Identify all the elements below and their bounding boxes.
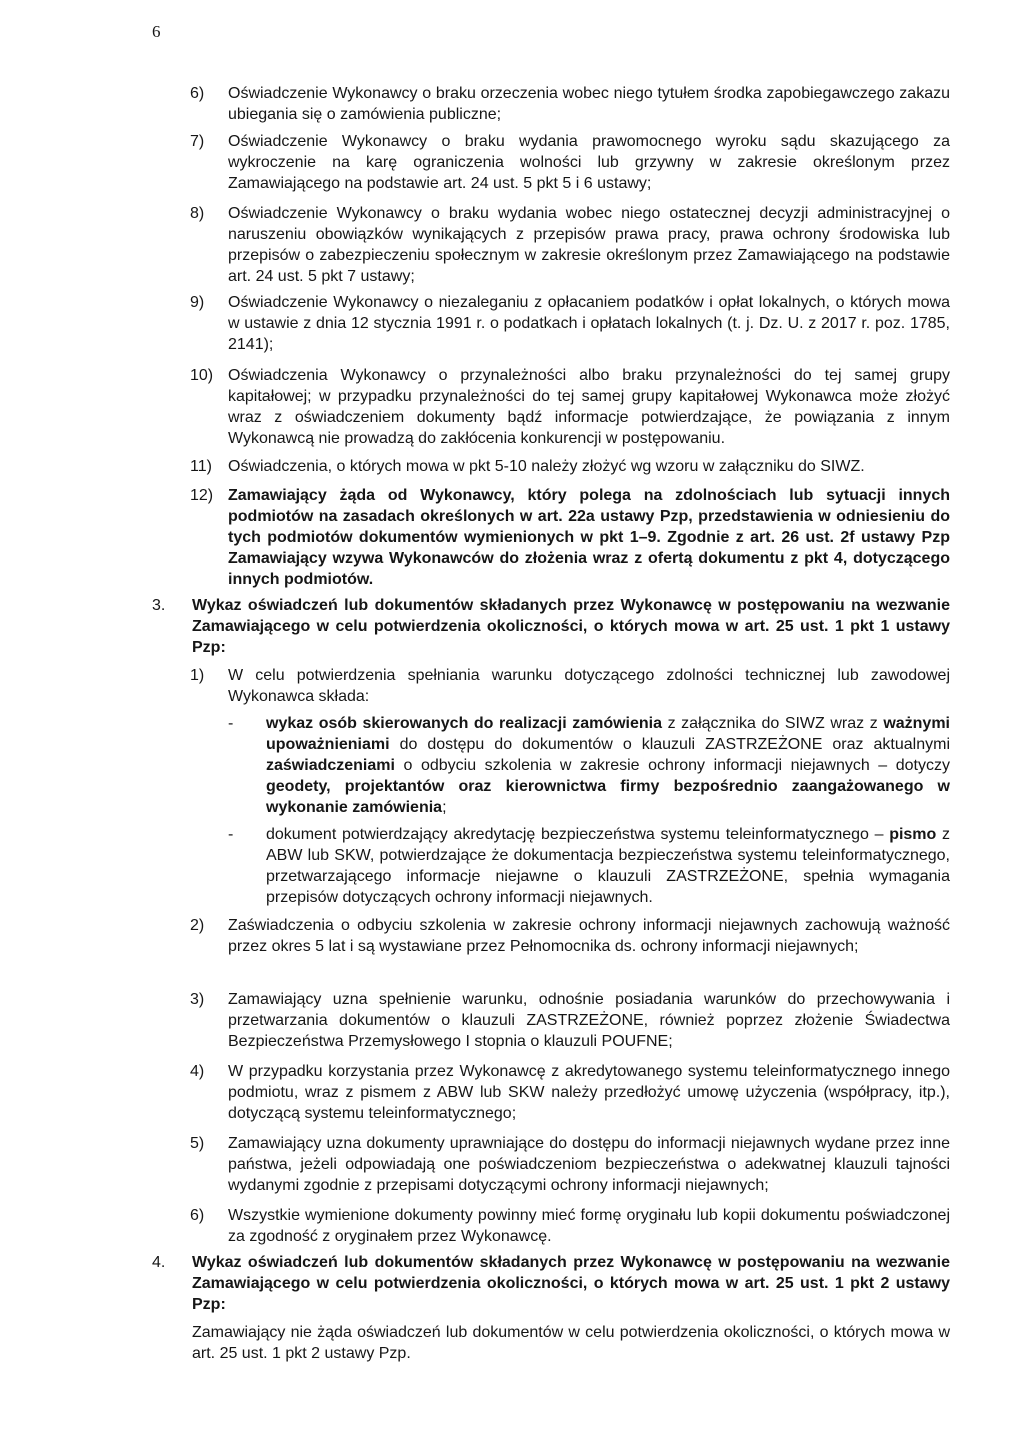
emphasis: pismo [889, 826, 937, 843]
item-text: Zamawiający uzna spełnienie warunku, odnośnie posiadania warunków do przechowywania i przetwarzania dokumentów o klauzuli ZASTRZEŻONE, również poprzez złożenie Świadectwa Bezpieczeństwa Przemysłowego I stopnia o klauzuli POUFNE; [228, 991, 950, 1050]
list-item [190, 915, 950, 957]
text-run: o odbyciu szkolenia w zakresie ochrony informacji niejawnych – dotyczy [394, 757, 950, 774]
item-number: 10) [190, 367, 214, 384]
item-text: W przypadku korzystania przez Wykonawcę z akredytowanego systemu teleinformatycznego innego podmiotu, wraz z pismem z ABW lub SKW należy przedłożyć umowę użyczenia (współpracy, itp.), dotyczącą systemu teleinformatycznego; [228, 1063, 950, 1122]
list-item [190, 1133, 950, 1196]
item-number: 11) [190, 458, 212, 475]
section-heading [152, 1252, 950, 1315]
item-number: 7) [190, 133, 205, 150]
emphasis: wykaz osób skierowanych do realizacji zamówienia [266, 715, 663, 732]
item-number: 9) [190, 294, 205, 311]
section-number: 3. [152, 597, 166, 614]
text-run: dokument potwierdzający akredytację bezpieczeństwa systemu teleinformatycznego – [266, 826, 890, 843]
bullet-dash: - [228, 826, 234, 843]
item-text: Wszystkie wymienione dokumenty powinny mieć formę oryginału lub kopii dokumentu poświadczonej za zgodność z oryginałem przez Wykonawcę. [228, 1207, 950, 1245]
list-item [190, 83, 950, 125]
text-run: z załącznika do SIWZ wraz z [662, 715, 884, 732]
item-text: Zaświadczenia o odbyciu szkolenia w zakresie ochrony informacji niejawnych zachowują ważność przez okres 5 lat i są wystawiane przez Pełnomocnika ds. ochrony informacji niejawnych; [228, 917, 950, 955]
list-item [190, 203, 950, 287]
item-text: Oświadczenia Wykonawcy o przynależności albo braku przynależności do tej samej grupy kapitałowej; w przypadku przynależności do tej samej grupy kapitałowej Wykonawca może złożyć wraz z oświadczeniem dokumenty bądź informacje potwierdzające, że powiązania z innym Wykonawcą nie prowadzą do zakłócenia konkurencji w postępowaniu. [228, 367, 950, 447]
list-item [190, 365, 950, 449]
item-text: Oświadczenie Wykonawcy o braku orzeczenia wobec niego tytułem środka zapobiegawczego zakazu ubiegania się o zamówienia publiczne; [228, 85, 950, 123]
section-number: 4. [152, 1254, 166, 1271]
bullet-text [266, 824, 950, 908]
list-item [190, 1205, 950, 1247]
list-item [190, 456, 950, 477]
bullet-text [266, 713, 950, 818]
emphasis: geodety, projektantów oraz kierownictwa firmy bezpośrednio zaangażowanego w wykonanie zamówienia [266, 778, 950, 816]
item-number: 5) [190, 1135, 205, 1152]
item-number: 6) [190, 1207, 205, 1224]
item-number: 1) [190, 667, 205, 684]
list-item [190, 665, 950, 707]
text-run: z ABW lub SKW, potwierdzające że dokumentacja bezpieczeństwa systemu teleinformatycznego, przetwarzającego informacje niejawne o klauzuli ZASTRZEŻONE, spełnia wymagania przepisów dotyczących ochrony informacji niejawnych. [266, 826, 950, 906]
item-number: 12) [190, 487, 214, 504]
item-number: 6) [190, 85, 205, 102]
item-text: Oświadczenie Wykonawcy o niezaleganiu z opłacaniem podatków i opłat lokalnych, o których mowa w ustawie z dnia 12 stycznia 1991 r. o podatkach i opłatach lokalnych (t. j. Dz. U. z 2017 r. poz. 1785, 2141); [228, 294, 950, 353]
section-title: Wykaz oświadczeń lub dokumentów składanych przez Wykonawcę w postępowaniu na wezwanie Zamawiającego w celu potwierdzenia okoliczności, o których mowa w art. 25 ust. 1 pkt 1 ustawy Pzp: [192, 597, 950, 656]
section-paragraph: Zamawiający nie żąda oświadczeń lub dokumentów w celu potwierdzenia okoliczności, o których mowa w art. 25 ust. 1 pkt 2 ustawy Pzp. [192, 1324, 950, 1362]
emphasis: zaświadczeniami [266, 757, 395, 774]
page-number: 6 [152, 22, 161, 41]
section-title: Wykaz oświadczeń lub dokumentów składanych przez Wykonawcę w postępowaniu na wezwanie Zamawiającego w celu potwierdzenia okoliczności, o których mowa w art. 25 ust. 1 pkt 2 ustawy Pzp: [192, 1254, 950, 1313]
item-text: Zamawiający uzna dokumenty uprawniające do dostępu do informacji niejawnych wydane przez inne państwa, jeżeli odpowiadają one poświadczeniom bezpieczeństwa o adekwatnej klauzuli tajności wydanymi zgodnie z przepisami dotyczącymi ochrony informacji niejawnych; [228, 1135, 950, 1194]
list-item [190, 131, 950, 194]
section-heading [152, 595, 950, 658]
bullet-item [228, 713, 950, 818]
item-text: Oświadczenie Wykonawcy o braku wydania wobec niego ostatecznej decyzji administracyjnej o naruszeniu obowiązków wynikających z przepisów prawa pracy, prawa ochrony środowiska lub przepisów o zabezpieczeniu społecznym w zakresie określonym przez Zamawiającego na podstawie art. 24 ust. 5 pkt 7 ustawy; [228, 205, 950, 285]
list-item [190, 485, 950, 590]
item-number: 2) [190, 917, 205, 934]
text-run: ; [442, 799, 447, 816]
item-text: Oświadczenie Wykonawcy o braku wydania prawomocnego wyroku sądu skazującego za wykroczenie na karę ograniczenia wolności lub grzywny w zakresie określonym przez Zamawiającego na podstawie art. 24 ust. 5 pkt 5 i 6 ustawy; [228, 133, 950, 192]
item-text: W celu potwierdzenia spełniania warunku dotyczącego zdolności technicznej lub zawodowej Wykonawca składa: [228, 667, 950, 705]
bullet-item [228, 824, 950, 908]
emphasis: ważnymi upoważnieniami [266, 715, 950, 753]
bullet-dash: - [228, 715, 234, 732]
item-number: 3) [190, 991, 205, 1008]
item-number: 8) [190, 205, 205, 222]
item-text: Zamawiający żąda od Wykonawcy, który polega na zdolnościach lub sytuacji innych podmiotów na zasadach określonych w art. 22a ustawy Pzp, przedstawienia w odniesieniu do tych podmiotów dokumentów wymienionych w pkt 1–9. Zgodnie z art. 26 ust. 2f ustawy Pzp Zamawiający wzywa Wykonawców do złożenia wraz z ofertą dokumentu z pkt 4, dotyczącego innych podmiotów. [228, 487, 950, 588]
list-item [190, 292, 950, 355]
item-text: Oświadczenia, o których mowa w pkt 5-10 należy złożyć wg wzoru w załączniku do SIWZ. [228, 458, 865, 475]
list-item [190, 1061, 950, 1124]
text-run: do dostępu do dokumentów o klauzuli ZASTRZEŻONE oraz aktualnymi [389, 736, 950, 753]
item-number: 4) [190, 1063, 205, 1080]
list-item [190, 989, 950, 1052]
